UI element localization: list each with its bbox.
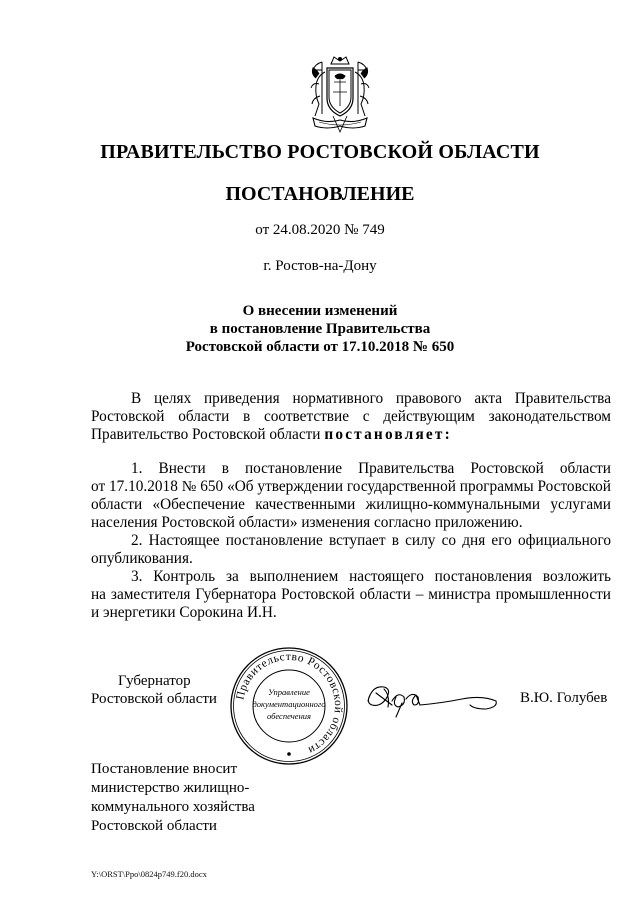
signatory-region: Ростовской области <box>91 691 217 707</box>
subject-line: О внесении изменений <box>242 303 398 319</box>
official-seal-stamp <box>228 645 350 767</box>
subject-line: Ростовской области от 17.10.2018 № 650 <box>185 339 455 355</box>
stamp-dot <box>287 752 291 756</box>
city-line: г. Ростов-на-Дону <box>263 258 377 274</box>
item-1 <box>91 460 611 532</box>
item-2 <box>91 532 611 568</box>
handwritten-signature <box>362 675 500 719</box>
organization-title: ПРАВИТЕЛЬСТВО РОСТОВСКОЙ ОБЛАСТИ <box>100 141 540 163</box>
item-line: 3. Контроль за выполнением настоящего постановления возложить <box>131 568 611 585</box>
item-line: и энергетики Сорокина И.Н. <box>91 604 277 621</box>
item-line: области «Обеспечение качественными жилищно-коммунальными услугами <box>91 496 611 513</box>
resolves-word: постановляет: <box>324 426 452 443</box>
item-line: 2. Настоящее постановление вступает в силу со дня его официального <box>131 532 611 549</box>
stamp-center-text: Управление <box>268 687 310 697</box>
preamble-line: Ростовской области в соответствие с действующим законодательством <box>91 408 611 425</box>
preamble-line: В целях приведения нормативного правового акта Правительства <box>131 390 611 407</box>
stamp-center-text: документационного <box>252 699 326 709</box>
document-type-heading: ПОСТАНОВЛЕНИЕ <box>225 183 415 205</box>
signatory-title <box>91 672 217 708</box>
stamp-center-text: обеспечения <box>266 711 312 721</box>
submitter-line: Постановление вносит <box>91 761 238 777</box>
file-path-footer: Y:\ORST\Ppo\0824p749.f20.docx <box>91 869 207 879</box>
signatory-position: Губернатор <box>118 673 191 689</box>
item-line: на заместителя Губернатора Ростовской области – министра промышленности <box>91 586 611 603</box>
item-3 <box>91 568 611 622</box>
submitter-line: Ростовской области <box>91 818 217 834</box>
subject-line: в постановление Правительства <box>209 321 431 337</box>
preamble-paragraph <box>91 390 611 444</box>
submitter-note <box>91 760 255 836</box>
preamble-line-prefix: Правительство Ростовской области <box>91 426 325 443</box>
signatory-name: В.Ю. Голубев <box>520 690 608 706</box>
stamp-ring-text: Правительство Ростовской области <box>234 650 345 757</box>
item-line: опубликования. <box>91 550 193 567</box>
coat-of-arms-emblem <box>307 54 373 136</box>
submitter-line: коммунального хозяйства <box>91 799 255 815</box>
preamble-line <box>91 426 611 444</box>
item-line: 1. Внести в постановление Правительства Ростовской области <box>131 460 611 477</box>
submitter-line: министерство жилищно- <box>91 780 250 796</box>
date-and-number: от 24.08.2020 № 749 <box>255 222 385 238</box>
document-subject <box>0 302 640 356</box>
resolution-items <box>91 460 611 622</box>
item-line: населения Ростовской области» изменения согласно приложению. <box>91 514 523 531</box>
item-line: от 17.10.2018 № 650 «Об утверждении государственной программы Ростовской <box>91 478 611 495</box>
